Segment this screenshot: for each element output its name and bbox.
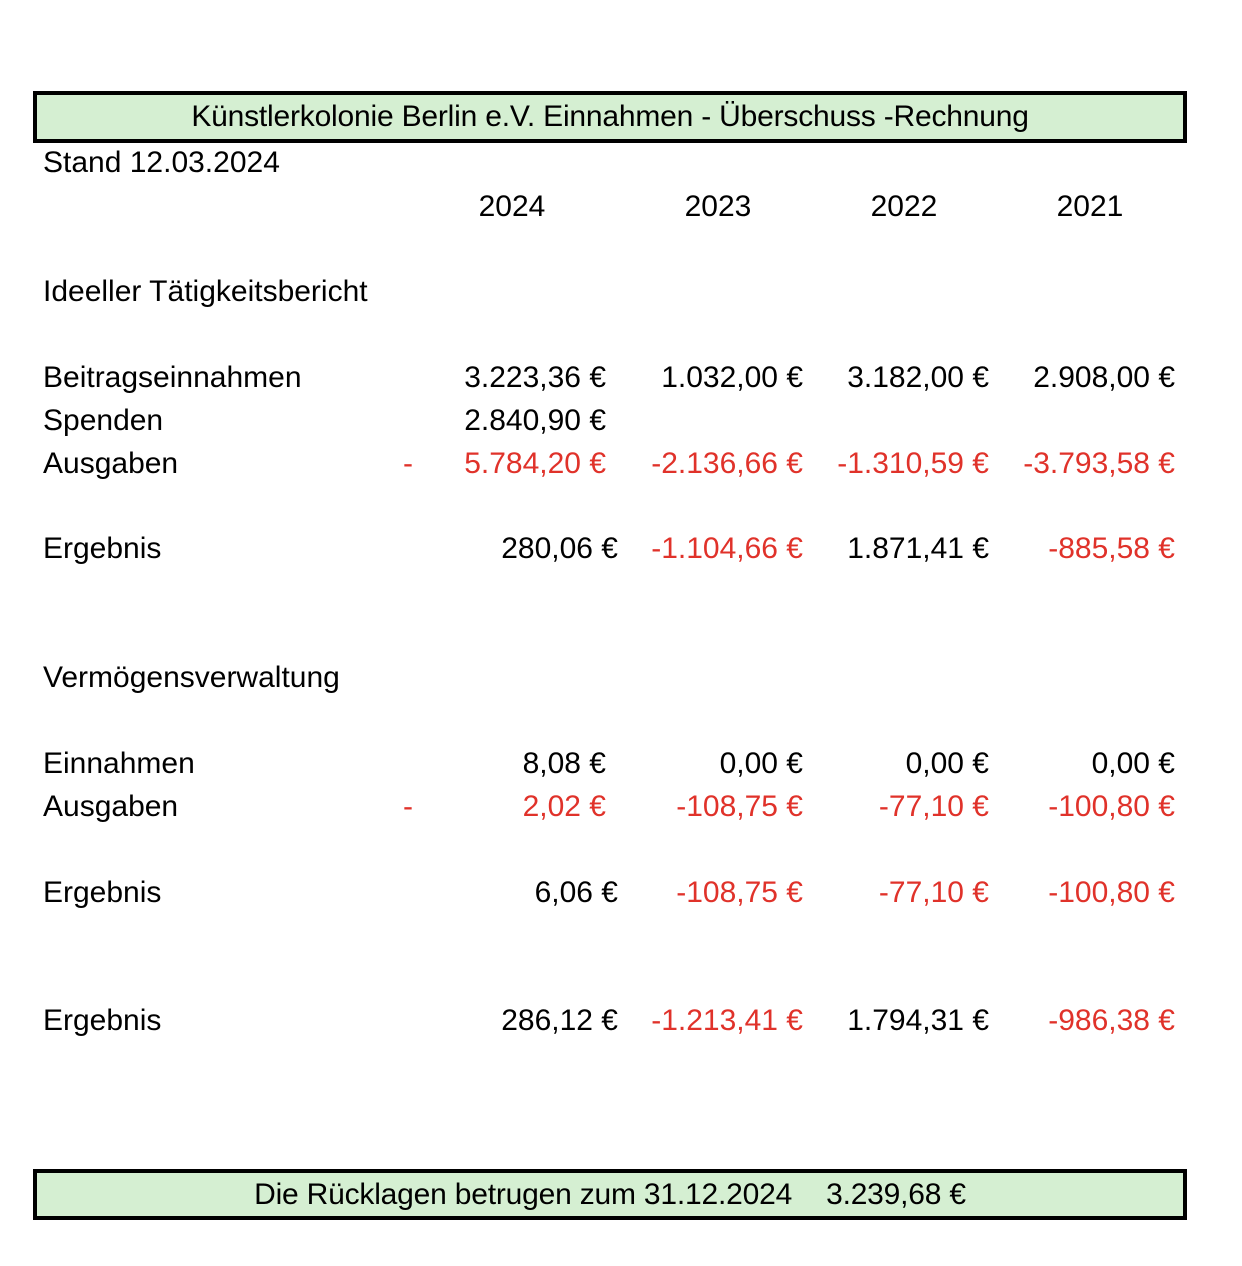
year-header-2021: 2021 [1056, 190, 1124, 223]
row-label-einnahmen: Einnahmen [43, 747, 195, 780]
section-heading-vermoegen: Vermögensverwaltung [43, 661, 340, 694]
cell-ergebnis-total-2024: 286,12 € [501, 1004, 618, 1037]
year-header-2022: 2022 [870, 190, 938, 223]
row-label-ergebnis-vermoegen: Ergebnis [43, 876, 162, 909]
cell-beitrag-2024: 3.223,36 € [464, 361, 606, 394]
report-title: Künstlerkolonie Berlin e.V. Einnahmen - Überschuss -Rechnung [191, 100, 1029, 133]
row-label-spenden: Spenden [43, 404, 164, 437]
cell-ergebnis-vermoegen-2022: -77,10 € [878, 876, 989, 909]
cell-einnahmen-2024: 8,08 € [522, 747, 606, 780]
cell-ausgaben-vermoegen-2022: -77,10 € [878, 790, 989, 823]
year-header-2023: 2023 [684, 190, 752, 223]
cell-ausgaben-ideell-2024: 5.784,20 € [464, 447, 606, 480]
cell-beitrag-2021: 2.908,00 € [1033, 361, 1175, 394]
cell-einnahmen-2023: 0,00 € [719, 747, 803, 780]
ausgaben-ideell-minus-sign: - [403, 447, 413, 480]
row-label-ergebnis-total: Ergebnis [43, 1004, 162, 1037]
cell-ergebnis-ideell-2024: 280,06 € [501, 532, 618, 565]
cell-beitrag-2022: 3.182,00 € [847, 361, 989, 394]
cell-ergebnis-total-2023: -1.213,41 € [651, 1004, 803, 1037]
cell-beitrag-2023: 1.032,00 € [661, 361, 803, 394]
cell-ausgaben-vermoegen-2021: -100,80 € [1048, 790, 1175, 823]
cell-ergebnis-total-2022: 1.794,31 € [847, 1004, 989, 1037]
cell-ergebnis-vermoegen-2024: 6,06 € [534, 876, 618, 909]
reserves-text: Die Rücklagen betrugen zum 31.12.2024 [254, 1177, 793, 1211]
cell-spenden-2024: 2.840,90 € [464, 404, 606, 437]
row-label-ergebnis-ideell: Ergebnis [43, 532, 162, 565]
cell-ergebnis-ideell-2022: 1.871,41 € [847, 532, 989, 565]
cell-ausgaben-vermoegen-2023: -108,75 € [676, 790, 803, 823]
cell-einnahmen-2022: 0,00 € [905, 747, 989, 780]
row-label-beitragseinnahmen: Beitragseinnahmen [43, 361, 302, 394]
cell-einnahmen-2021: 0,00 € [1091, 747, 1175, 780]
stand-date: Stand 12.03.2024 [43, 146, 280, 179]
cell-ergebnis-vermoegen-2023: -108,75 € [676, 876, 803, 909]
cell-ergebnis-ideell-2023: -1.104,66 € [651, 532, 803, 565]
section-heading-ideell: Ideeller Tätigkeitsbericht [43, 275, 368, 308]
cell-ausgaben-ideell-2022: -1.310,59 € [837, 447, 989, 480]
ausgaben-vermoegen-minus-sign: - [403, 790, 413, 823]
report-title-banner [33, 91, 1187, 143]
cell-ergebnis-ideell-2021: -885,58 € [1048, 532, 1175, 565]
reserves-amount: 3.239,68 € [826, 1177, 966, 1211]
cell-ergebnis-vermoegen-2021: -100,80 € [1048, 876, 1175, 909]
cell-ergebnis-total-2021: -986,38 € [1048, 1004, 1175, 1037]
row-label-ausgaben-vermoegen: Ausgaben [43, 790, 179, 823]
cell-ausgaben-ideell-2023: -2.136,66 € [651, 447, 803, 480]
cell-ausgaben-ideell-2021: -3.793,58 € [1023, 447, 1175, 480]
cell-ausgaben-vermoegen-2024: 2,02 € [522, 790, 606, 823]
year-header-2024: 2024 [478, 190, 546, 223]
row-label-ausgaben-ideell: Ausgaben [43, 447, 179, 480]
reserves-banner [33, 1169, 1187, 1220]
